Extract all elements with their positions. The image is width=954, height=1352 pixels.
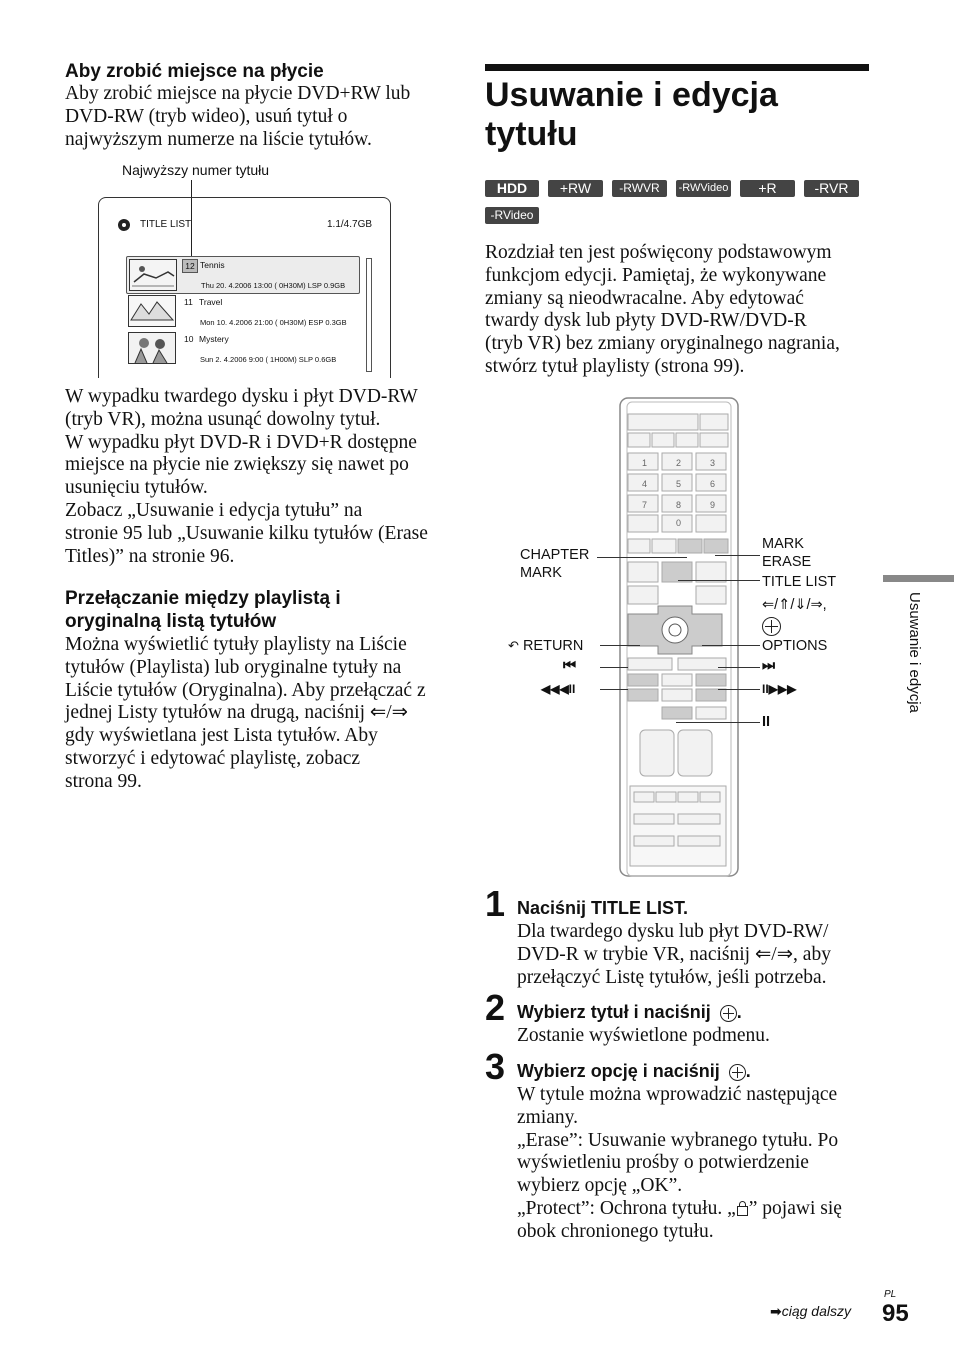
title-info: Thu 20. 4.2006 13:00 ( 0H30M) LSP 0.9GB: [201, 281, 346, 290]
text-line: wyświetleniu prośby o potwierdzenie: [517, 1152, 809, 1174]
svg-text:6: 6: [710, 479, 716, 489]
heading-line: Przełączanie między playlistą i: [65, 588, 341, 609]
side-tab-bar: [883, 575, 954, 582]
text-line: Zobacz „Usuwanie i edycja tytułu” na: [65, 499, 363, 521]
side-tab-label: Usuwanie i edycja: [906, 592, 923, 713]
label-return: [508, 637, 583, 655]
text-line: W wypadku twardego dysku i płyt DVD-RW: [65, 386, 418, 407]
step-title-text: Wybierz opcję i naciśnij: [517, 1061, 720, 1081]
title-info: Sun 2. 4.2006 9:00 ( 1H00M) SLP 0.6GB: [200, 355, 337, 364]
label-line: ERASE: [762, 554, 812, 570]
text-line: stronie 95 lub „Usuwanie kilku tytułów (Erase: [65, 522, 428, 544]
step-title-period: .: [745, 1061, 751, 1081]
title-row-selected[interactable]: [126, 256, 360, 294]
heading-line: oryginalną listą tytułów: [65, 611, 277, 632]
title-number: 11: [184, 297, 193, 307]
title-rule: [485, 64, 869, 71]
text-line: miejsce na płycie nie zwiększy się nawet po: [65, 454, 409, 476]
remote-control-illustration: [600, 396, 750, 878]
label-line: MARK: [520, 565, 562, 581]
thumbnail-mystery: [128, 332, 176, 364]
thumbnail-travel: [128, 295, 176, 327]
text-line: DVD-RW (tryb wideo), usuń tytuł o: [65, 105, 348, 127]
svg-text:8: 8: [676, 500, 682, 510]
thumbnail-tennis: [129, 259, 177, 291]
badge-plus-r: +R: [740, 180, 795, 197]
intro-paragraph: [485, 242, 840, 379]
disc-icon: [118, 219, 130, 231]
text-line: obok chronionego tytułu.: [517, 1220, 714, 1242]
badge-rw-vr: -RWVR: [612, 180, 667, 197]
text-fragment: „Protect”: Ochrona tytułu. „: [517, 1197, 736, 1219]
text-line: Zostanie wyświetlone podmenu.: [517, 1025, 770, 1046]
text-line: Titles)” na stronie 96.: [65, 545, 235, 567]
text-line: Rozdział ten jest poświęcony podstawowym: [485, 242, 832, 263]
paragraph-hdd-note: [65, 386, 428, 568]
text-line: Aby zrobić miejsce na płycie DVD+RW lub: [65, 83, 411, 104]
text-line: tytułów (Playlista) lub oryginalne tytuły na: [65, 656, 402, 678]
step-number: 3: [485, 1046, 506, 1087]
label-line: MARK: [762, 536, 804, 552]
text-line: przełączyć Listę tytułów, jeśli potrzeba.: [517, 966, 827, 988]
callout-label-highest-number: Najwyższy numer tytułu: [122, 162, 270, 178]
badge-r-video: -RVideo: [485, 207, 539, 224]
paragraph-playlist: [65, 634, 426, 794]
callout-line: [600, 645, 640, 646]
text-line: stwórz tytuł playlisty (strona 99).: [485, 355, 745, 377]
disc-capacity: 1.1/4.7GB: [327, 219, 373, 230]
label-arrows: ⇐/⇑/⇓/⇒,: [762, 597, 827, 613]
badge-r-vr: -RVR: [804, 180, 859, 197]
label-mark-erase: [762, 535, 811, 571]
svg-text:9: 9: [710, 500, 716, 510]
title-name: Mystery: [199, 334, 229, 344]
text-line: gdy wyświetlana jest Lista tytułów. Aby: [65, 725, 378, 747]
section-heading-make-space: Aby zrobić miejsce na płycie: [65, 61, 324, 82]
step-text: [517, 1025, 770, 1048]
step-number: 1: [485, 883, 506, 924]
pause-icon: II: [762, 714, 771, 730]
text-line: wybierz opcję „OK”.: [517, 1175, 683, 1197]
svg-text:2: 2: [676, 458, 682, 468]
continued-note: [770, 1303, 851, 1320]
svg-text:7: 7: [642, 500, 648, 510]
label-chapter-mark: [520, 546, 589, 582]
page-number: 95: [882, 1300, 909, 1327]
rewind-slow-icon: ◀◀◀II: [541, 682, 576, 696]
title-list-header: TITLE LIST: [140, 219, 192, 230]
text-line: W tytule można wprowadzić następujące: [517, 1084, 838, 1105]
label-options: OPTIONS: [762, 638, 828, 654]
title-row[interactable]: [126, 293, 358, 329]
svg-text:1: 1: [642, 458, 648, 468]
text-line: strona 99.: [65, 770, 142, 792]
text-line: stworzyć i edytować playlistę, zobacz: [65, 747, 361, 769]
callout-line: [715, 555, 760, 556]
text-line: funkcjom edycji. Pamiętaj, że wykonywane: [485, 264, 827, 286]
callout-line: [600, 667, 628, 668]
label-line: CHAPTER: [520, 547, 590, 563]
title-number: 12: [182, 259, 198, 273]
text-line: Liście tytułów (Oryginalna). Aby przełączać z: [65, 679, 426, 701]
title-line: Usuwanie i edycja: [485, 76, 778, 114]
text-line: W wypadku płyt DVD-R i DVD+R dostępne: [65, 431, 417, 453]
step-title: Naciśnij TITLE LIST.: [517, 898, 689, 918]
badge-plus-rw: +RW: [548, 180, 603, 197]
text-line: (tryb VR) bez zmiany oryginalnego nagrania,: [485, 333, 840, 355]
callout-line: [718, 667, 760, 668]
step-title: [517, 1060, 751, 1082]
callout-line: [678, 580, 760, 581]
step-title-period: .: [736, 1002, 742, 1022]
callout-line: [600, 689, 628, 690]
text-fragment: ” pojawi się: [748, 1197, 842, 1219]
prev-icon: ⏮: [563, 658, 577, 674]
next-icon: ⏭: [762, 658, 776, 674]
enter-icon: [729, 1064, 746, 1081]
text-line: „Erase”: Usuwanie wybranego tytułu. Po: [517, 1129, 839, 1151]
badge-rw-video: -RWVideo: [676, 180, 731, 197]
step-text: [517, 1084, 842, 1244]
title-number: 10: [184, 334, 194, 344]
language-code: PL: [884, 1289, 897, 1300]
callout-line: [597, 557, 687, 558]
label-title-list: TITLE LIST: [762, 574, 837, 590]
title-line: tytułu: [485, 115, 578, 153]
return-icon: ↶: [508, 638, 519, 653]
title-name: Travel: [199, 297, 223, 307]
page-title: [485, 76, 778, 154]
section-heading-playlist: [65, 587, 341, 633]
step-title-text: Wybierz tytuł i naciśnij: [517, 1002, 711, 1022]
title-row[interactable]: [126, 330, 358, 366]
forward-slow-icon: II▶▶▶: [762, 682, 797, 696]
text-line: najwyższym numerze na liście tytułów.: [65, 128, 372, 150]
callout-line: [718, 689, 760, 690]
text-line: zmiany są nieodwracalne. Aby edytować: [485, 287, 804, 309]
scrollbar: [366, 258, 372, 372]
enter-icon: [762, 617, 781, 636]
callout-line: [702, 645, 760, 646]
badge-hdd: HDD: [485, 180, 539, 197]
callout-line: [676, 722, 760, 723]
lock-icon: [737, 1201, 748, 1215]
title-name: Tennis: [200, 260, 225, 270]
paragraph-make-space: [65, 83, 410, 151]
text-line: DVD-R w trybie VR, naciśnij ⇐/⇒, aby: [517, 943, 831, 965]
continued-text: ciąg dalszy: [781, 1303, 851, 1319]
step-number: 2: [485, 987, 506, 1028]
step-title: [517, 1001, 742, 1023]
enter-icon: [720, 1005, 737, 1022]
text-line: Dla twardego dysku lub płyt DVD-RW/: [517, 921, 829, 942]
text-line: [517, 1198, 842, 1221]
svg-text:4: 4: [642, 479, 648, 489]
title-info: Mon 10. 4.2006 21:00 ( 0H30M) ESP 0.3GB: [200, 318, 347, 327]
svg-text:3: 3: [710, 458, 716, 468]
step-text: [517, 921, 831, 989]
text-line: zmiany.: [517, 1106, 579, 1128]
text-line: (tryb VR), można usunąć dowolny tytuł.: [65, 408, 381, 430]
svg-text:5: 5: [676, 479, 682, 489]
text-line: Można wyświetlić tytuły playlisty na Liście: [65, 634, 407, 655]
label-text: RETURN: [522, 638, 584, 654]
text-line: jednej Listy tytułów na drugą, naciśnij ⇐/⇒: [65, 702, 408, 724]
svg-text:0: 0: [676, 518, 682, 528]
text-line: twardy dysk lub płyty DVD-RW/DVD-R: [485, 310, 807, 332]
arrow-right-icon: ➡: [770, 1303, 782, 1319]
text-line: usunięciu tytułów.: [65, 477, 208, 499]
